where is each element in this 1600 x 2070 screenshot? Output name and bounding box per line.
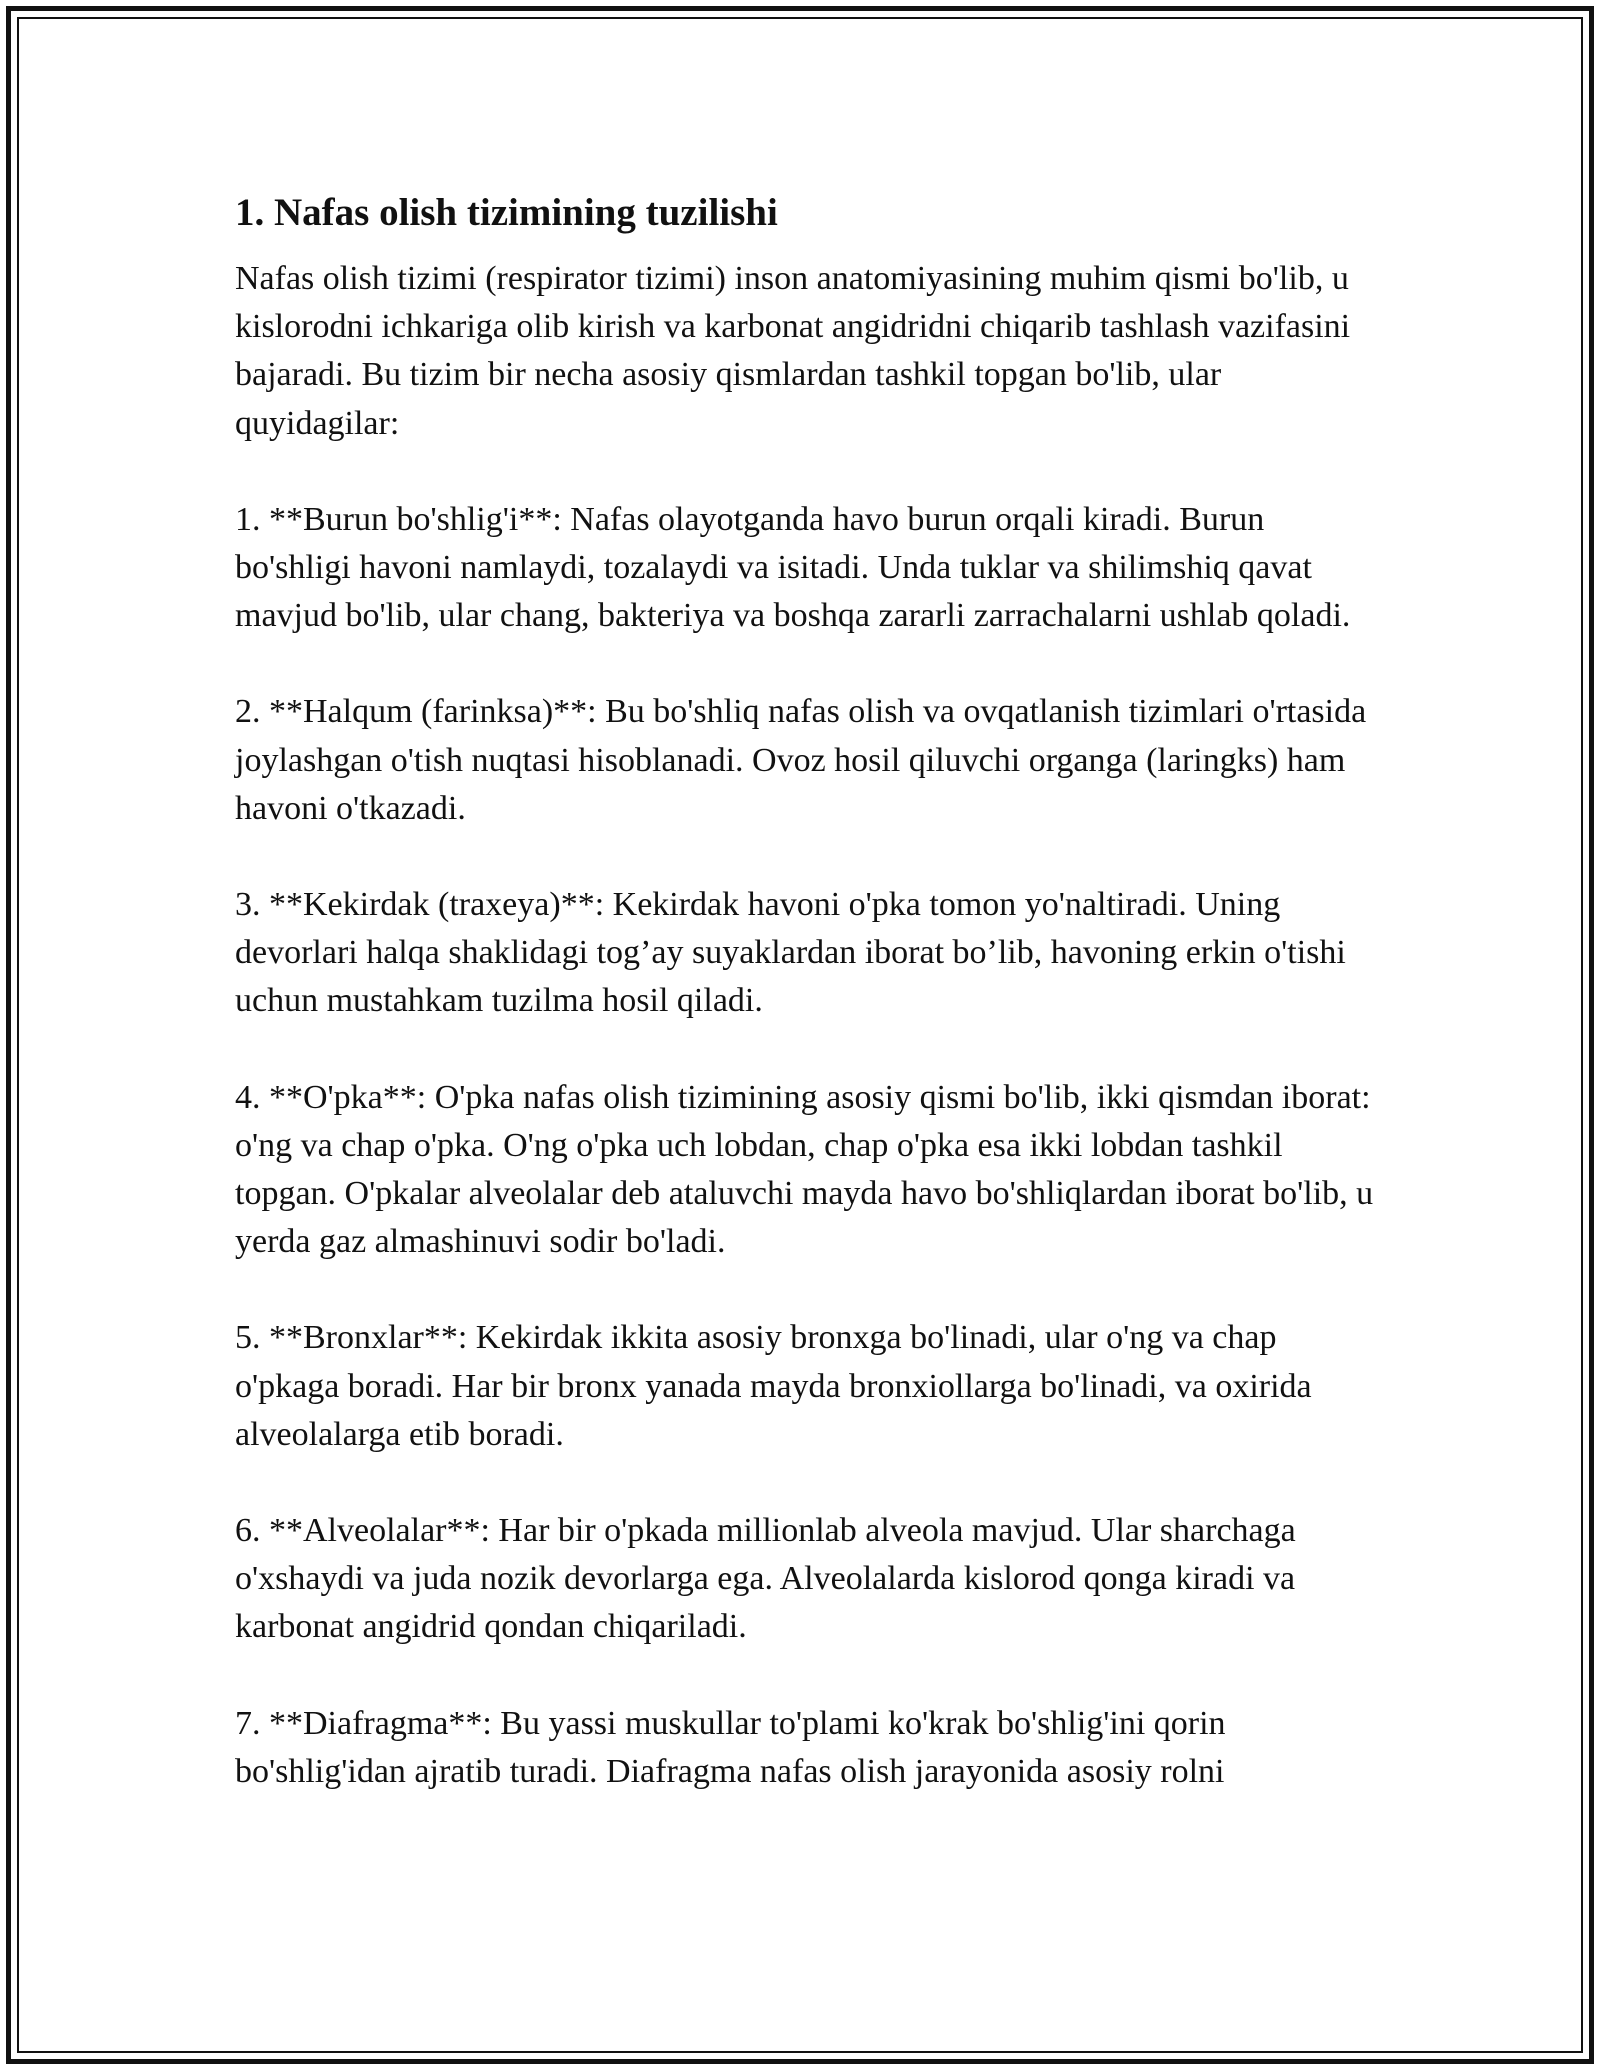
list-item-diaphragm: 7. **Diafragma**: Bu yassi muskullar to'plami ko'krak bo'shlig'ini qorin bo'shlig'idan ajratib turadi. Diafragma nafas olish jarayonida asosiy rolni (235, 1704, 1226, 1790)
list-item-bronchi: 5. **Bronxlar**: Kekirdak ikkita asosiy bronxga bo'linadi, ular o'ng va chap o'pkaga boradi. Har bir bronx yanada mayda bronxiollarga bo'linadi, va oxirida alveolalarga etib boradi. (235, 1319, 1312, 1453)
intro-paragraph: Nafas olish tizimi (respirator tizimi) inson anatomiyasining muhim qismi bo'lib, u kislorodni ichkariga olib kirish va karbonat angidridni chiqarib tashlash vazifasini bajaradi. Bu tizim bir necha asosiy qismlardan tashkil topgan bo'lib, ular quyidagilar: (235, 260, 1351, 442)
list-item-alveoli: 6. **Alveolalar**: Har bir o'pkada millionlab alveola mavjud. Ular sharchaga o'xshaydi va juda nozik devorlarga ega. Alveolalarda kislorod qonga kiradi va karbonat angidrid qondan chiqariladi. (235, 1512, 1296, 1646)
list-item-nasal-cavity: 1. **Burun bo'shlig'i**: Nafas olayotganda havo burun orqali kiradi. Burun bo'shligi havoni namlaydi, tozalaydi va isitadi. Unda tuklar va shilimshiq qavat mavjud bo'lib, ular chang, bakteriya va boshqa zararli zarrachalarni ushlab qoladi. (235, 500, 1351, 635)
section-heading: 1. Nafas olish tizimining tuzilishi (235, 191, 778, 234)
list-item-trachea: 3. **Kekirdak (traxeya)**: Kekirdak havoni o'pka tomon yo'naltiradi. Uning devorlari halqa shaklidagi tog’ay suyaklardan iborat bo’lib, havoning erkin o'tishi uchun mustahkam tuzilma hosil qiladi. (235, 886, 1346, 1020)
list-item-lungs: 4. **O'pka**: O'pka nafas olish tizimining asosiy qismi bo'lib, ikki qismdan iborat: o'ng va chap o'pka. O'ng o'pka uch lobdan, chap o'pka esa ikki lobdan tashkil topgan. O'pkalar alveolalar deb ataluvchi mayda havo bo'shliqlardan iborat bo'lib, u yerda gaz almashinuvi sodir bo'ladi. (235, 1078, 1374, 1261)
list-item-pharynx: 2. **Halqum (farinksa)**: Bu bo'shliq nafas olish va ovqatlanish tizimlari o'rtasida joylashgan o'tish nuqtasi hisoblanadi. Ovoz hosil qiluvchi organga (laringks) ham havoni o'tkazadi. (235, 693, 1367, 827)
document-body (235, 185, 1375, 1796)
